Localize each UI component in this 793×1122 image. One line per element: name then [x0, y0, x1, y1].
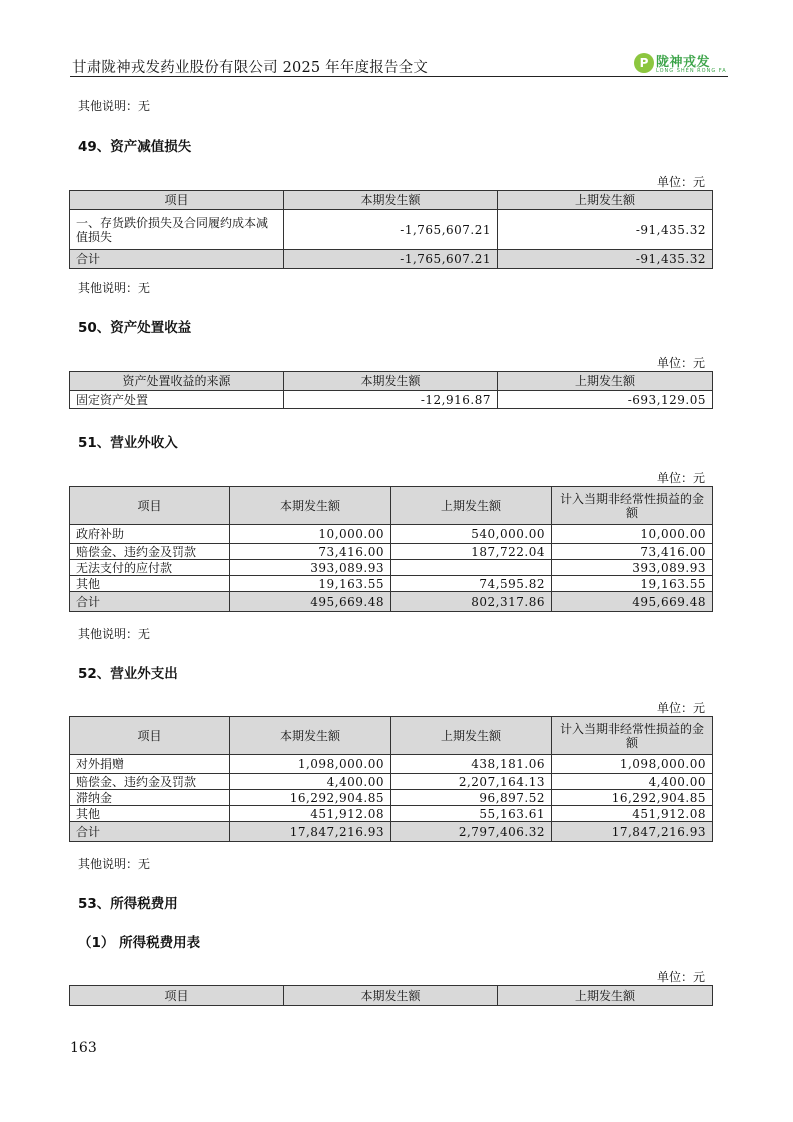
- row-label: 赔偿金、违约金及罚款: [70, 544, 230, 560]
- row-nonrecurring: 19,163.55: [552, 576, 713, 592]
- table-row: [70, 576, 713, 592]
- row-label: 固定资产处置: [70, 391, 284, 409]
- row-current: -1,765,607.21: [284, 250, 498, 269]
- row-current: 73,416.00: [230, 544, 391, 560]
- row-label: 合计: [70, 250, 284, 269]
- row-nonrecurring: 73,416.00: [552, 544, 713, 560]
- col-header-prior: 上期发生额: [391, 717, 552, 755]
- row-prior: 438,181.06: [391, 755, 552, 774]
- table-row: [70, 560, 713, 576]
- row-prior: 2,207,164.13: [391, 774, 552, 790]
- top-note: 其他说明：无: [78, 99, 151, 113]
- row-nonrecurring: 17,847,216.93: [552, 822, 713, 842]
- row-nonrecurring: 495,669.48: [552, 592, 713, 612]
- row-label: 赔偿金、违约金及罚款: [70, 774, 230, 790]
- table-row-total: [70, 822, 713, 842]
- col-header-prior: 上期发生额: [498, 372, 713, 391]
- col-header-current: 本期发生额: [284, 372, 498, 391]
- row-nonrecurring: 393,089.93: [552, 560, 713, 576]
- section-53-subheading: （1） 所得税费用表: [78, 935, 201, 951]
- table-50-disposal-gains: [69, 371, 713, 409]
- col-header-current: 本期发生额: [284, 986, 498, 1006]
- row-prior: -91,435.32: [498, 210, 713, 250]
- table-53-income-tax: [69, 985, 713, 1006]
- company-logo: [634, 51, 730, 77]
- row-label: 合计: [70, 592, 230, 612]
- table-row: [70, 391, 713, 409]
- note-49: 其他说明：无: [78, 281, 151, 295]
- table-52-non-operating-expenses: [69, 716, 713, 842]
- table-row: [70, 755, 713, 774]
- col-header-item: 项目: [70, 717, 230, 755]
- table-row: [70, 790, 713, 806]
- page-number: 163: [70, 1040, 97, 1056]
- col-header-item: 项目: [70, 986, 284, 1006]
- section-50-heading: 50、资产处置收益: [78, 320, 192, 336]
- row-current: 393,089.93: [230, 560, 391, 576]
- row-nonrecurring: 4,400.00: [552, 774, 713, 790]
- table-row: [70, 525, 713, 544]
- row-nonrecurring: 1,098,000.00: [552, 755, 713, 774]
- row-current: 10,000.00: [230, 525, 391, 544]
- report-title: 甘肃陇神戎发药业股份有限公司 2025 年年度报告全文: [72, 60, 429, 76]
- col-header-prior: 上期发生额: [498, 191, 713, 210]
- row-nonrecurring: 16,292,904.85: [552, 790, 713, 806]
- col-header-item: 项目: [70, 487, 230, 525]
- note-52: 其他说明：无: [78, 857, 151, 871]
- section-49-heading: 49、资产减值损失: [78, 139, 192, 155]
- unit-label-49: 单位：元: [656, 175, 705, 189]
- row-current: 19,163.55: [230, 576, 391, 592]
- unit-label-51: 单位：元: [656, 471, 705, 485]
- col-header-source: 资产处置收益的来源: [70, 372, 284, 391]
- row-label: 对外捐赠: [70, 755, 230, 774]
- row-label: 其他: [70, 576, 230, 592]
- table-49-asset-impairment: [69, 190, 713, 269]
- row-prior: 187,722.04: [391, 544, 552, 560]
- header-rule: [70, 76, 728, 77]
- col-header-prior: 上期发生额: [498, 986, 713, 1006]
- col-header-nonrecurring: 计入当期非经常性损益的金额: [552, 717, 713, 755]
- section-53-heading: 53、所得税费用: [78, 896, 178, 912]
- row-label: 一、存货跌价损失及合同履约成本减值损失: [70, 210, 284, 250]
- unit-label-52: 单位：元: [656, 701, 705, 715]
- table-row-total: [70, 592, 713, 612]
- col-header-prior: 上期发生额: [391, 487, 552, 525]
- logo-mark-icon: P: [634, 53, 654, 73]
- row-current: -12,916.87: [284, 391, 498, 409]
- row-prior: 74,595.82: [391, 576, 552, 592]
- row-prior: 55,163.61: [391, 806, 552, 822]
- row-prior: 2,797,406.32: [391, 822, 552, 842]
- table-row: [70, 544, 713, 560]
- row-prior: -91,435.32: [498, 250, 713, 269]
- note-51: 其他说明：无: [78, 627, 151, 641]
- col-header-current: 本期发生额: [284, 191, 498, 210]
- row-current: 4,400.00: [230, 774, 391, 790]
- row-label: 无法支付的应付款: [70, 560, 230, 576]
- row-prior: 96,897.52: [391, 790, 552, 806]
- unit-label-50: 单位：元: [656, 356, 705, 370]
- row-prior: -693,129.05: [498, 391, 713, 409]
- row-current: -1,765,607.21: [284, 210, 498, 250]
- table-row-total: [70, 250, 713, 269]
- row-prior: [391, 560, 552, 576]
- row-current: 17,847,216.93: [230, 822, 391, 842]
- page-header: [70, 54, 728, 78]
- row-label: 政府补助: [70, 525, 230, 544]
- section-51-heading: 51、营业外收入: [78, 435, 178, 451]
- logo-english-name: LONG SHEN RONG FA: [656, 68, 727, 74]
- row-nonrecurring: 10,000.00: [552, 525, 713, 544]
- row-label: 滞纳金: [70, 790, 230, 806]
- table-row: [70, 806, 713, 822]
- logo-chinese-name: 陇神戎发: [656, 55, 711, 70]
- col-header-nonrecurring: 计入当期非经常性损益的金额: [552, 487, 713, 525]
- row-current: 16,292,904.85: [230, 790, 391, 806]
- row-prior: 802,317.86: [391, 592, 552, 612]
- row-current: 495,669.48: [230, 592, 391, 612]
- col-header-current: 本期发生额: [230, 487, 391, 525]
- table-51-non-operating-income: [69, 486, 713, 612]
- row-label: 其他: [70, 806, 230, 822]
- row-nonrecurring: 451,912.08: [552, 806, 713, 822]
- row-prior: 540,000.00: [391, 525, 552, 544]
- col-header-current: 本期发生额: [230, 717, 391, 755]
- row-current: 1,098,000.00: [230, 755, 391, 774]
- col-header-item: 项目: [70, 191, 284, 210]
- unit-label-53: 单位：元: [656, 970, 705, 984]
- row-label: 合计: [70, 822, 230, 842]
- section-52-heading: 52、营业外支出: [78, 666, 178, 682]
- table-row: [70, 210, 713, 250]
- table-row: [70, 774, 713, 790]
- row-current: 451,912.08: [230, 806, 391, 822]
